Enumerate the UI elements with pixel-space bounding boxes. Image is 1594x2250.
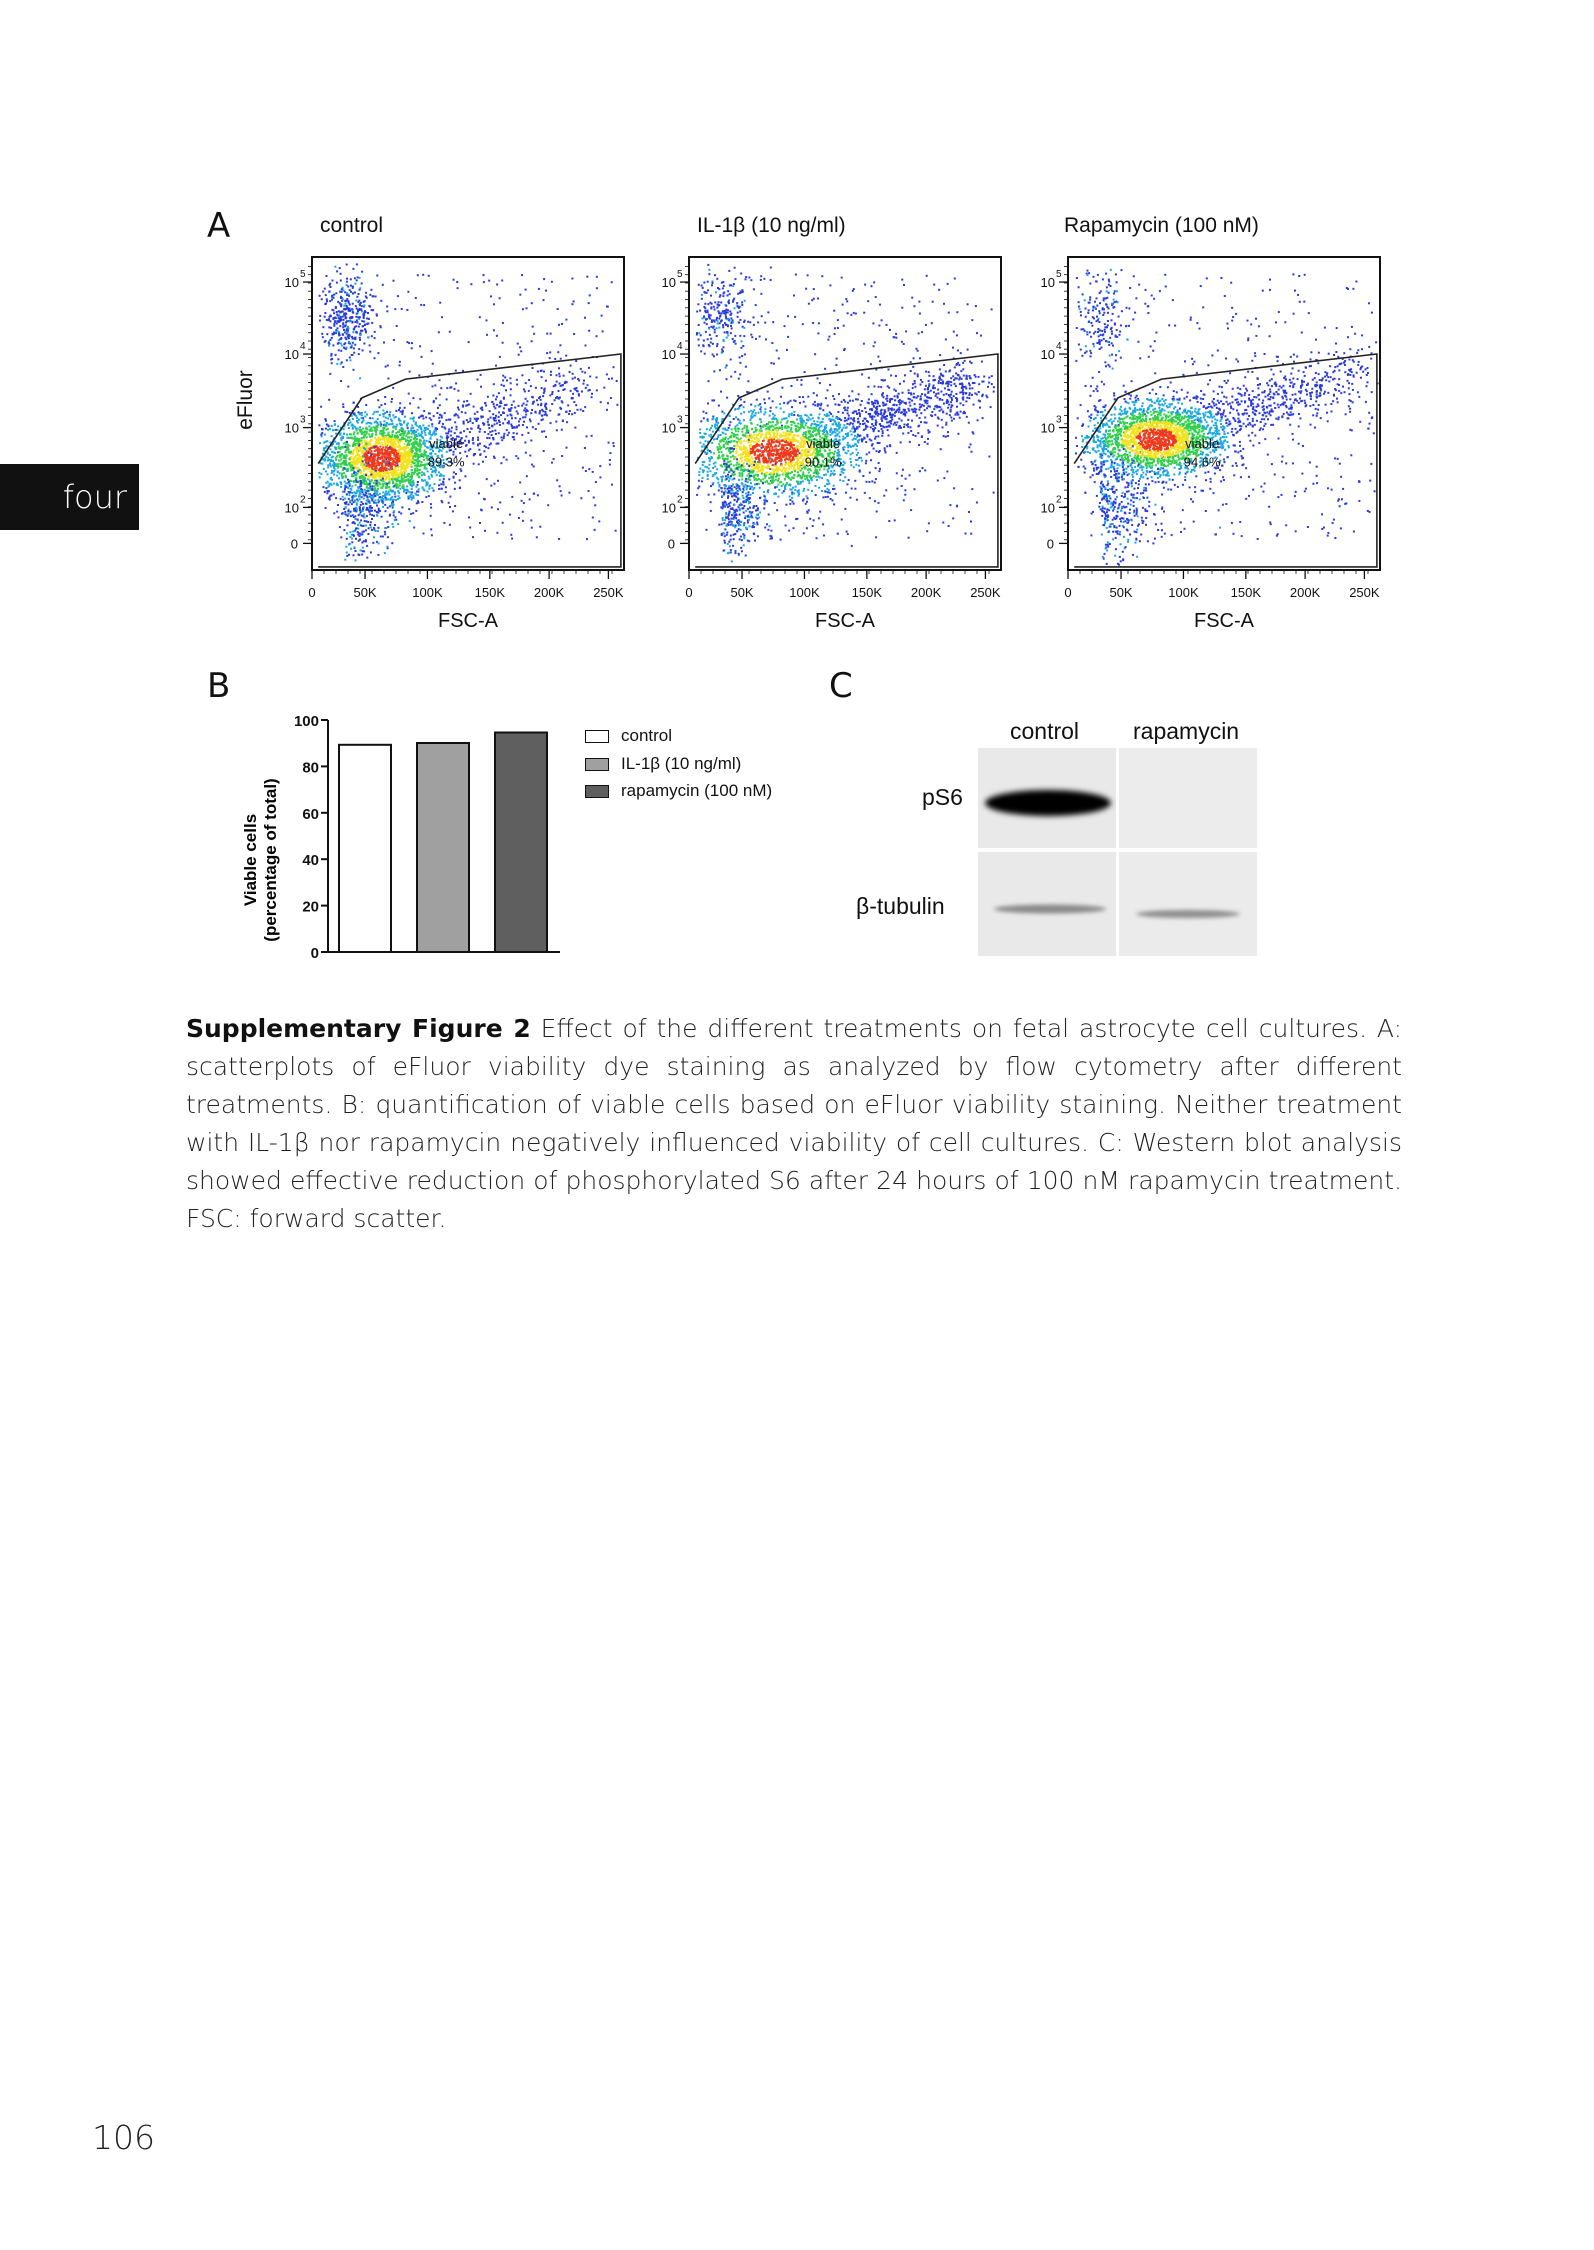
legend-label-control: control	[621, 726, 673, 745]
viability-bar-chart	[220, 690, 620, 1010]
flow-plot-2-xtick-0: 0	[685, 585, 693, 600]
flow-plot-3-gate-label: viable	[1185, 435, 1220, 451]
bar-ytick-1: 20	[302, 898, 319, 916]
legend-item-il1b	[585, 754, 741, 774]
flow-plot-3-events	[1075, 269, 1379, 566]
caption-lead: Supplementary Figure 2	[186, 1014, 531, 1043]
flow-plot-3-ytick-exp-1: 4	[1056, 341, 1062, 353]
flow-plot-1-ytick-1: 10	[284, 347, 299, 363]
band-tubulin-control	[994, 905, 1106, 914]
blot-tile-tubulin-rapamycin	[1119, 852, 1257, 956]
legend-item-control	[585, 726, 672, 746]
flow-plot-2-xlabel: FSC-A	[815, 610, 875, 632]
flow-plot-2-ytick-exp-1: 4	[677, 341, 683, 353]
flow-plot-3-ytick-1: 10	[1040, 347, 1055, 363]
bar-2	[417, 743, 469, 952]
panel-a-letter: A	[207, 206, 231, 246]
flow-plot-2-ytick-exp-3: 2	[677, 494, 683, 506]
page-number: 106	[92, 2118, 155, 2157]
bar-ytick-3: 60	[302, 805, 319, 823]
flow-cytometry-figure	[0, 0, 1594, 660]
flow-plot-3-ytick-2: 10	[1040, 420, 1055, 436]
flow-plot-1-xtick-5: 250K	[593, 585, 624, 600]
flow-plot-2-events	[696, 264, 995, 563]
flow-plot-3-xtick-1: 50K	[1109, 585, 1133, 600]
wb-column-control: control	[1010, 718, 1080, 744]
legend-label-il1b: IL-1β (10 ng/ml)	[621, 754, 742, 773]
panel-b-letter: B	[207, 666, 231, 706]
flow-plot-3-xtick-3: 150K	[1230, 585, 1262, 600]
flow-plot-1-ytick-4: 0	[290, 536, 298, 552]
flow-plot-3-xtick-5: 250K	[1349, 585, 1380, 600]
bar-ytick-5: 100	[293, 713, 319, 730]
legend-swatch-rapamycin	[585, 785, 609, 798]
flow-plot-3	[1041, 257, 1380, 632]
flow-plot-2-frame	[689, 257, 1001, 570]
flow-plot-1-ytick-3: 10	[284, 500, 299, 516]
flow-plot-1-gate	[318, 354, 621, 567]
flow-plot-3-ytick-3: 10	[1040, 500, 1055, 516]
blot-tile-ps6-rapamycin	[1119, 748, 1257, 848]
flow-plot-2-xtick-4: 200K	[910, 585, 942, 600]
legend-item-rapamycin	[585, 781, 772, 801]
flow-plot-1-ytick-2: 10	[284, 420, 299, 436]
flow-plot-2-xtick-5: 250K	[970, 585, 1001, 600]
flow-plot-2-xtick-3: 150K	[851, 585, 883, 600]
wb-row-btubulin: β-tubulin	[856, 893, 945, 919]
flow-plot-title-1: control	[320, 214, 384, 237]
flow-plot-1-xtick-2: 100K	[412, 585, 443, 600]
flow-plot-1-xtick-4: 200K	[533, 585, 565, 600]
flow-plot-1-ytick-exp-1: 4	[300, 341, 306, 353]
flow-plot-3-ytick-0: 10	[1040, 275, 1055, 291]
bar-ytick-2: 40	[302, 852, 319, 870]
flow-plot-3-viable-pct: 94,6%	[1183, 454, 1221, 470]
flow-plot-2-ytick-exp-0: 5	[677, 269, 683, 281]
legend-swatch-il1b	[585, 758, 609, 771]
flow-plot-1-viable-pct: 89,3%	[427, 454, 465, 470]
flow-plot-1	[285, 257, 624, 632]
bar-ylabel-line1: Viable cells	[241, 813, 260, 907]
flow-plot-1-gate-label: viable	[429, 435, 464, 451]
flow-plot-2-ytick-0: 10	[661, 275, 676, 291]
wb-row-ps6: pS6	[922, 784, 963, 810]
figure-caption	[186, 1010, 1402, 1238]
flow-plot-2-xtick-2: 100K	[789, 585, 820, 600]
chapter-tab-label: four	[62, 478, 127, 516]
bar-ytick-4: 80	[302, 759, 319, 777]
flow-plot-2-ytick-3: 10	[661, 500, 676, 516]
band-ps6-control	[985, 790, 1111, 816]
western-blot	[978, 748, 1268, 963]
flow-plot-2-xtick-1: 50K	[730, 585, 754, 600]
flow-plot-3-ytick-exp-0: 5	[1056, 269, 1062, 281]
bar-ylabel-line2: (percentage of total)	[261, 778, 280, 942]
flow-plot-1-xtick-1: 50K	[353, 585, 377, 600]
flow-plot-1-xtick-3: 150K	[474, 585, 506, 600]
flow-plot-3-ytick-4: 0	[1046, 536, 1054, 552]
flow-plot-1-ytick-exp-2: 3	[300, 414, 306, 426]
flow-plot-title-2: IL-1β (10 ng/ml)	[697, 214, 846, 237]
flow-plot-1-xlabel: FSC-A	[438, 610, 498, 632]
flow-plot-2-ytick-1: 10	[661, 347, 676, 363]
flow-plot-2	[662, 257, 1001, 632]
flow-plot-1-ytick-exp-0: 5	[300, 269, 306, 281]
caption-body: Effect of the different treatments on fetal astrocyte cell cultures. A: scatterplots of eFluor viability dye staining as analyzed by flow cytometry after different treatments. B: quantification of viable cells based on eFluor viability staining. Neither treatment with IL-1β nor rapamycin negatively influenced viability of cell cultures. C: Western blot analysis showed effective reduction of phosphorylated S6 after 24 hours of 100 nM rapamycin treatment. FSC: forward scatter.	[186, 1014, 1403, 1233]
flow-plot-2-ytick-2: 10	[661, 420, 676, 436]
flow-plot-2-ytick-4: 0	[667, 536, 675, 552]
flow-plot-3-xtick-4: 200K	[1289, 585, 1321, 600]
flow-plot-1-ytick-exp-3: 2	[300, 494, 306, 506]
band-tubulin-rapamycin	[1136, 910, 1240, 918]
flow-plot-2-viable-pct: 90,1%	[804, 454, 842, 470]
flow-plot-3-ytick-exp-3: 2	[1056, 494, 1062, 506]
bar-1	[339, 745, 391, 952]
flow-plot-2-gate-label: viable	[806, 435, 841, 451]
legend-swatch-control	[585, 730, 609, 743]
blot-tile-tubulin-control	[978, 852, 1116, 956]
flow-plot-1-events	[318, 263, 618, 561]
bar-3	[495, 733, 547, 953]
bar-ytick-0: 0	[310, 945, 319, 962]
wb-column-rapamycin: rapamycin	[1133, 718, 1240, 744]
flow-plot-3-xlabel: FSC-A	[1194, 610, 1254, 632]
flow-plot-2-gate	[695, 354, 998, 567]
flow-plot-2-ytick-exp-2: 3	[677, 414, 683, 426]
flow-ylabel: eFluor	[234, 370, 257, 430]
flow-plot-3-xtick-2: 100K	[1168, 585, 1199, 600]
panel-c-letter: C	[829, 666, 853, 706]
flow-plot-1-xtick-0: 0	[308, 585, 316, 600]
flow-plot-3-xtick-0: 0	[1064, 585, 1072, 600]
flow-plot-3-ytick-exp-2: 3	[1056, 414, 1062, 426]
legend-label-rapamycin: rapamycin (100 nM)	[621, 781, 773, 800]
flow-plot-1-ytick-0: 10	[284, 275, 299, 291]
flow-plot-title-3: Rapamycin (100 nM)	[1064, 214, 1259, 237]
